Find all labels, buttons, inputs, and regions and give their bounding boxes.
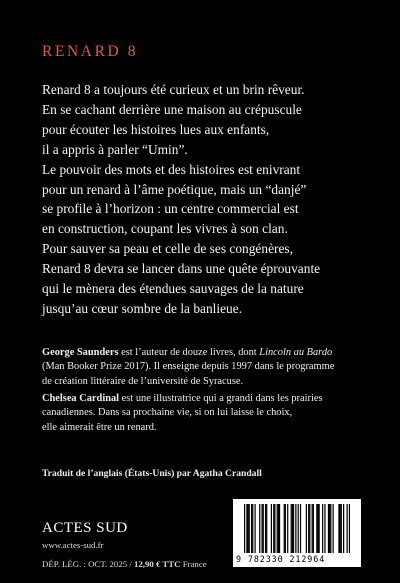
barcode-bar bbox=[263, 504, 264, 553]
author-book-title: Lincoln au Bardo bbox=[259, 347, 333, 358]
barcode-bar bbox=[306, 504, 307, 553]
barcode-bar bbox=[324, 504, 325, 553]
author-bio-text: est l’auteur de douze livres, dont bbox=[118, 347, 260, 358]
illustrator-bio-line bbox=[42, 392, 372, 406]
barcode-bar bbox=[279, 504, 280, 553]
barcode-bar bbox=[287, 504, 288, 553]
barcode-bar bbox=[292, 504, 293, 553]
illustrator-bio-text: est une illustratrice qui a grandi dans les prairies bbox=[119, 393, 323, 404]
barcode-bar bbox=[271, 504, 272, 553]
barcode-bar bbox=[251, 504, 252, 553]
barcode-bar bbox=[300, 504, 301, 553]
publisher-url: www.actes-sud.fr bbox=[42, 540, 104, 550]
barcode-bar bbox=[330, 504, 331, 553]
barcode-bar bbox=[274, 504, 275, 553]
book-title: RENARD 8 bbox=[42, 43, 139, 60]
barcode-bar bbox=[340, 504, 341, 553]
barcode-bar bbox=[349, 504, 350, 553]
barcode-bar bbox=[266, 504, 267, 553]
blurb-line: Renard 8 devra se lancer dans une quête éprouvante bbox=[42, 261, 321, 277]
barcode-bar bbox=[246, 504, 247, 553]
barcode-bar bbox=[261, 504, 262, 553]
blurb-line: se profile à l’horizon : un centre commercial est bbox=[42, 201, 299, 217]
barcode-bar bbox=[319, 504, 320, 553]
barcode-bar bbox=[317, 504, 318, 553]
publisher-logo: ACTES SUD bbox=[42, 520, 128, 536]
barcode-bar bbox=[284, 504, 285, 553]
barcode-bar bbox=[316, 504, 317, 553]
barcode-bars bbox=[244, 504, 350, 553]
blurb-line: pour un renard à l’âme poétique, mais un “danjé” bbox=[42, 181, 307, 197]
blurb-line: jusqu’au cœur sombre de la banlieue. bbox=[42, 300, 243, 316]
barcode-bar bbox=[328, 504, 329, 553]
barcode-bar bbox=[322, 504, 323, 553]
barcode-bar bbox=[329, 504, 330, 553]
barcode-bar bbox=[254, 504, 255, 553]
illustrator-bio bbox=[42, 392, 372, 435]
barcode-bar bbox=[298, 504, 299, 553]
barcode-bar bbox=[293, 504, 294, 553]
translator-credit: Traduit de l’anglais (États-Unis) par Agatha Crandall bbox=[42, 468, 262, 479]
price: 12,90 € TTC bbox=[133, 559, 181, 569]
legal-deposit: DÉP. LÉG. : OCT. 2025 / bbox=[42, 559, 134, 569]
barcode-bar bbox=[285, 504, 286, 553]
blurb-line: il a appris à parler “Umin”. bbox=[42, 141, 188, 157]
barcode-bar bbox=[333, 504, 334, 553]
barcode-bar bbox=[312, 504, 313, 553]
blurb-line: qui le mènera des étendues sauvages de la nature bbox=[42, 281, 304, 297]
barcode-bar bbox=[338, 504, 339, 553]
author-bio bbox=[42, 346, 372, 389]
barcode-bar bbox=[249, 504, 250, 553]
author-bio-line bbox=[42, 346, 372, 360]
barcode-bar bbox=[273, 504, 274, 553]
blurb-line: pour écouter les histoires lues aux enfants, bbox=[42, 121, 270, 137]
legal-notice bbox=[42, 559, 207, 569]
blurb bbox=[42, 80, 382, 319]
barcode-bar bbox=[277, 504, 278, 553]
barcode-bar bbox=[343, 504, 344, 553]
barcode-bar bbox=[308, 504, 309, 553]
barcode-bar bbox=[259, 504, 260, 553]
blurb-line: en construction, coupant les vivres à son clan. bbox=[42, 221, 288, 237]
barcode-bar bbox=[244, 504, 245, 553]
barcode-bar bbox=[278, 504, 279, 553]
barcode-digits: 9 782330 212964 bbox=[236, 554, 326, 564]
price-country: France bbox=[180, 559, 207, 569]
illustrator-name: Chelsea Cardinal bbox=[42, 393, 120, 404]
blurb-line: En se cachant derrière une maison au crépuscule bbox=[42, 101, 302, 117]
blurb-line: Renard 8 a toujours été curieux et un brin rêveur. bbox=[42, 82, 305, 97]
barcode-bar bbox=[347, 504, 348, 553]
blurb-line: Pour sauver sa peau et celle de ses congénères, bbox=[42, 241, 293, 257]
barcode-bar bbox=[309, 504, 310, 553]
illustrator-bio-line: elle aimerait être un renard. bbox=[42, 421, 157, 433]
barcode bbox=[233, 499, 361, 567]
barcode-bar bbox=[341, 504, 342, 553]
barcode-bar bbox=[247, 504, 248, 553]
blurb-line: Le pouvoir des mots et des histoires est enivrant bbox=[42, 161, 301, 177]
barcode-bar bbox=[252, 504, 253, 553]
barcode-bar bbox=[291, 504, 292, 553]
illustrator-bio-line: canadiennes. Dans sa prochaine vie, si on lui laisse le choix, bbox=[42, 407, 293, 419]
author-bio-line: de création littéraire de l’université de Syracuse. bbox=[42, 375, 244, 387]
author-name: George Saunders bbox=[42, 347, 119, 358]
author-bio-line: (Man Booker Prize 2017). Il enseigne depuis 1997 dans le programme bbox=[42, 361, 335, 373]
barcode-bar bbox=[295, 504, 296, 553]
barcode-bar bbox=[313, 504, 314, 553]
barcode-bar bbox=[265, 504, 266, 553]
